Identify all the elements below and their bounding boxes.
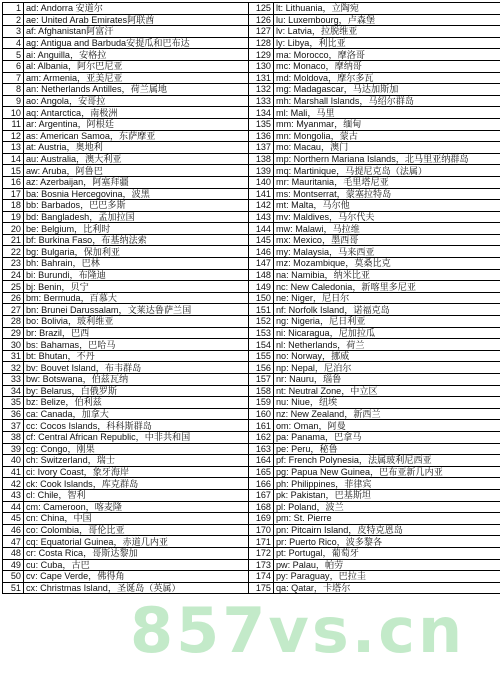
row-number-left: 51 (3, 582, 24, 594)
table-row (3, 304, 500, 316)
country-entry-right: mz: Mozambique，莫桑比克 (274, 258, 500, 270)
table-row (3, 281, 500, 293)
table-row (3, 60, 500, 72)
table-row (3, 420, 500, 432)
row-number-right: 152 (249, 316, 274, 328)
row-number-left: 15 (3, 165, 24, 177)
table-row (3, 339, 500, 351)
row-number-right: 171 (249, 536, 274, 548)
row-number-left: 27 (3, 304, 24, 316)
row-number-right: 166 (249, 478, 274, 490)
row-number-left: 50 (3, 571, 24, 583)
table-row (3, 547, 500, 559)
country-entry-right: na: Namibia，纳米比亚 (274, 269, 500, 281)
country-entry-left: bn: Brunei Darussalam，文莱达鲁萨兰国 (24, 304, 249, 316)
country-entry-left: cc: Cocos Islands，科科斯群岛 (24, 420, 249, 432)
table-row (3, 107, 500, 119)
country-entry-left: bg: Bulgaria，保加利亚 (24, 246, 249, 258)
country-entry-left: al: Albania，阿尔巴尼亚 (24, 60, 249, 72)
row-number-right: 149 (249, 281, 274, 293)
row-number-right: 158 (249, 385, 274, 397)
row-number-right: 134 (249, 107, 274, 119)
country-entry-left: am: Armenia，亚美尼亚 (24, 72, 249, 84)
row-number-right: 154 (249, 339, 274, 351)
table-row (3, 397, 500, 409)
row-number-left: 8 (3, 84, 24, 96)
country-entry-right: ph: Philippines，菲律宾 (274, 478, 500, 490)
row-number-right: 143 (249, 211, 274, 223)
row-number-right: 159 (249, 397, 274, 409)
row-number-left: 30 (3, 339, 24, 351)
country-entry-right: ly: Libya，利比亚 (274, 37, 500, 49)
country-entry-right: nz: New Zealand，新西兰 (274, 408, 500, 420)
row-number-left: 13 (3, 142, 24, 154)
table-row (3, 49, 500, 61)
row-number-right: 164 (249, 455, 274, 467)
country-entry-left: bs: Bahamas，巴哈马 (24, 339, 249, 351)
row-number-right: 172 (249, 547, 274, 559)
country-entry-right: pa: Panama，巴拿马 (274, 431, 500, 443)
row-number-right: 145 (249, 234, 274, 246)
table-body (3, 3, 500, 594)
table-row (3, 176, 500, 188)
row-number-left: 32 (3, 362, 24, 374)
country-entry-right: nu: Niue，纽埃 (274, 397, 500, 409)
row-number-left: 3 (3, 26, 24, 38)
row-number-left: 46 (3, 524, 24, 536)
country-entry-left: co: Colombia，哥伦比亚 (24, 524, 249, 536)
table-row (3, 571, 500, 583)
row-number-left: 5 (3, 49, 24, 61)
row-number-right: 126 (249, 14, 274, 26)
table-row (3, 3, 500, 15)
row-number-right: 147 (249, 258, 274, 270)
country-entry-left: bb: Barbados，巴巴多斯 (24, 200, 249, 212)
table-row (3, 350, 500, 362)
row-number-right: 165 (249, 466, 274, 478)
table-row (3, 466, 500, 478)
country-entry-left: by: Belarus，白俄罗斯 (24, 385, 249, 397)
country-entry-right: mw: Malawi，马拉维 (274, 223, 500, 235)
country-entry-left: as: American Samoa，东萨摩亚 (24, 130, 249, 142)
country-entry-right: qa: Qatar，卡塔尔 (274, 582, 500, 594)
row-number-right: 148 (249, 269, 274, 281)
row-number-right: 173 (249, 559, 274, 571)
row-number-left: 17 (3, 188, 24, 200)
row-number-right: 174 (249, 571, 274, 583)
row-number-left: 45 (3, 513, 24, 525)
row-number-right: 132 (249, 84, 274, 96)
row-number-right: 142 (249, 200, 274, 212)
row-number-right: 156 (249, 362, 274, 374)
country-entry-left: bm: Bermuda，百慕大 (24, 292, 249, 304)
country-entry-right: no: Norway，挪威 (274, 350, 500, 362)
row-number-right: 139 (249, 165, 274, 177)
row-number-left: 42 (3, 478, 24, 490)
table-row (3, 211, 500, 223)
country-entry-right: mh: Marshall Islands，马绍尔群岛 (274, 95, 500, 107)
country-entry-right: om: Oman，阿曼 (274, 420, 500, 432)
row-number-left: 44 (3, 501, 24, 513)
country-entry-left: ba: Bosnia Hercegovina，波黑 (24, 188, 249, 200)
table-row (3, 327, 500, 339)
country-entry-left: cg: Congo，刚果 (24, 443, 249, 455)
country-entry-right: my: Malaysia，马来西亚 (274, 246, 500, 258)
country-entry-left: ca: Canada，加拿大 (24, 408, 249, 420)
country-entry-left: bh: Bahrain，巴林 (24, 258, 249, 270)
country-entry-left: ad: Andorra 安道尔 (24, 3, 249, 15)
row-number-right: 133 (249, 95, 274, 107)
country-entry-right: ni: Nicaragua，尼加拉瓜 (274, 327, 500, 339)
row-number-right: 135 (249, 118, 274, 130)
row-number-right: 137 (249, 142, 274, 154)
country-entry-left: bf: Burkina Faso，布基纳法索 (24, 234, 249, 246)
country-entry-left: cl: Chile，智利 (24, 489, 249, 501)
country-entry-left: cr: Costa Rica，哥斯达黎加 (24, 547, 249, 559)
row-number-left: 16 (3, 176, 24, 188)
row-number-right: 161 (249, 420, 274, 432)
row-number-right: 169 (249, 513, 274, 525)
row-number-left: 2 (3, 14, 24, 26)
country-entry-left: ch: Switzerland，瑞士 (24, 455, 249, 467)
country-entry-left: bi: Burundi，布隆迪 (24, 269, 249, 281)
country-entry-left: aq: Antarctica，南极洲 (24, 107, 249, 119)
row-number-left: 20 (3, 223, 24, 235)
country-entry-left: at: Austria，奥地利 (24, 142, 249, 154)
row-number-left: 26 (3, 292, 24, 304)
country-entry-right: pg: Papua New Guinea，巴布亚新几内亚 (274, 466, 500, 478)
table-row (3, 118, 500, 130)
table-row (3, 153, 500, 165)
country-entry-left: ck: Cook Islands，库克群岛 (24, 478, 249, 490)
row-number-left: 31 (3, 350, 24, 362)
country-entry-right: pf: French Polynesia，法属玻利尼西亚 (274, 455, 500, 467)
row-number-left: 38 (3, 431, 24, 443)
country-entry-left: bw: Botswana，伯兹瓦纳 (24, 374, 249, 386)
country-entry-left: cn: China，中国 (24, 513, 249, 525)
country-entry-left: af: Afghanistan阿富汗 (24, 26, 249, 38)
row-number-right: 130 (249, 60, 274, 72)
row-number-left: 25 (3, 281, 24, 293)
row-number-right: 125 (249, 3, 274, 15)
row-number-right: 162 (249, 431, 274, 443)
country-entry-right: mn: Mongolia，蒙古 (274, 130, 500, 142)
row-number-left: 24 (3, 269, 24, 281)
country-entry-left: cm: Cameroon，喀麦隆 (24, 501, 249, 513)
row-number-left: 11 (3, 118, 24, 130)
row-number-left: 23 (3, 258, 24, 270)
country-entry-left: ag: Antigua and Barbuda安提瓜和巴布达 (24, 37, 249, 49)
row-number-right: 140 (249, 176, 274, 188)
country-entry-right: ml: Mali，马里 (274, 107, 500, 119)
country-entry-right: pt: Portugal，葡萄牙 (274, 547, 500, 559)
country-entry-left: br: Brazil，巴西 (24, 327, 249, 339)
row-number-left: 37 (3, 420, 24, 432)
table-row (3, 234, 500, 246)
table-row (3, 130, 500, 142)
row-number-left: 33 (3, 374, 24, 386)
country-entry-left: be: Belgium，比利时 (24, 223, 249, 235)
country-entry-right: mp: Northern Mariana Islands，北马里亚纳群岛 (274, 153, 500, 165)
table-row (3, 362, 500, 374)
row-number-left: 19 (3, 211, 24, 223)
row-number-right: 129 (249, 49, 274, 61)
country-entry-left: bv: Bouvet Island，布韦群岛 (24, 362, 249, 374)
country-entry-left: bz: Belize，伯利兹 (24, 397, 249, 409)
table-row (3, 385, 500, 397)
table-row (3, 292, 500, 304)
country-entry-left: az: Azerbaijan，阿塞拜疆 (24, 176, 249, 188)
country-entry-right: nl: Netherlands，荷兰 (274, 339, 500, 351)
row-number-left: 10 (3, 107, 24, 119)
row-number-right: 168 (249, 501, 274, 513)
table-row (3, 559, 500, 571)
row-number-left: 36 (3, 408, 24, 420)
country-entry-left: bj: Benin，贝宁 (24, 281, 249, 293)
table-row (3, 582, 500, 594)
row-number-right: 157 (249, 374, 274, 386)
country-entry-right: mm: Myanmar，缅甸 (274, 118, 500, 130)
table-row (3, 513, 500, 525)
country-entry-right: py: Paraguay，巴拉圭 (274, 571, 500, 583)
country-entry-left: cx: Christmas Island，圣诞岛（英属） (24, 582, 249, 594)
row-number-left: 9 (3, 95, 24, 107)
country-entry-left: cf: Central African Republic，中非共和国 (24, 431, 249, 443)
row-number-left: 43 (3, 489, 24, 501)
table-row (3, 478, 500, 490)
table-row (3, 84, 500, 96)
table-row (3, 443, 500, 455)
row-number-left: 18 (3, 200, 24, 212)
row-number-right: 128 (249, 37, 274, 49)
row-number-right: 146 (249, 246, 274, 258)
table-row (3, 536, 500, 548)
country-entry-right: mo: Macau，澳门 (274, 142, 500, 154)
table-row (3, 501, 500, 513)
table-row (3, 431, 500, 443)
row-number-right: 138 (249, 153, 274, 165)
row-number-right: 167 (249, 489, 274, 501)
country-entry-right: mv: Maldives，马尔代夫 (274, 211, 500, 223)
row-number-right: 141 (249, 188, 274, 200)
table-row (3, 95, 500, 107)
table-row (3, 408, 500, 420)
country-entry-right: ne: Niger，尼日尔 (274, 292, 500, 304)
row-number-left: 28 (3, 316, 24, 328)
row-number-left: 29 (3, 327, 24, 339)
country-entry-left: bo: Bolivia，玻利维亚 (24, 316, 249, 328)
table-row (3, 489, 500, 501)
table-row (3, 37, 500, 49)
row-number-left: 22 (3, 246, 24, 258)
row-number-left: 39 (3, 443, 24, 455)
row-number-left: 35 (3, 397, 24, 409)
country-entry-left: cu: Cuba，古巴 (24, 559, 249, 571)
country-entry-left: ao: Angola，安哥拉 (24, 95, 249, 107)
country-entry-left: ae: United Arab Emirates阿联酋 (24, 14, 249, 26)
country-entry-right: nt: Neutral Zone，中立区 (274, 385, 500, 397)
row-number-right: 151 (249, 304, 274, 316)
country-entry-left: cq: Equatorial Guinea，赤道几内亚 (24, 536, 249, 548)
country-entry-right: ma: Morocco，摩洛哥 (274, 49, 500, 61)
table-row (3, 223, 500, 235)
row-number-left: 40 (3, 455, 24, 467)
row-number-left: 47 (3, 536, 24, 548)
row-number-right: 136 (249, 130, 274, 142)
table-row (3, 165, 500, 177)
row-number-left: 6 (3, 60, 24, 72)
row-number-left: 49 (3, 559, 24, 571)
table-row (3, 316, 500, 328)
country-entry-right: mr: Mauritania，毛里塔尼亚 (274, 176, 500, 188)
country-entry-right: pn: Pitcairn Island，皮特克恩岛 (274, 524, 500, 536)
country-entry-right: pw: Palau，帕劳 (274, 559, 500, 571)
row-number-left: 7 (3, 72, 24, 84)
country-entry-right: pl: Poland，波兰 (274, 501, 500, 513)
country-entry-left: bd: Bangladesh，孟加拉国 (24, 211, 249, 223)
country-entry-right: mg: Madagascar，马达加斯加 (274, 84, 500, 96)
table-row (3, 455, 500, 467)
country-entry-right: md: Moldova，摩尔多瓦 (274, 72, 500, 84)
row-number-left: 1 (3, 3, 24, 15)
row-number-right: 131 (249, 72, 274, 84)
country-entry-right: nf: Norfolk Island，诺福克岛 (274, 304, 500, 316)
row-number-left: 4 (3, 37, 24, 49)
country-entry-left: cv: Cape Verde，佛得角 (24, 571, 249, 583)
country-entry-right: mq: Martinique，马提尼克岛（法属） (274, 165, 500, 177)
table-row (3, 269, 500, 281)
row-number-right: 170 (249, 524, 274, 536)
country-code-table (2, 2, 498, 682)
country-entry-right: pm: St. Pierre (274, 513, 500, 525)
row-number-right: 144 (249, 223, 274, 235)
table-row (3, 374, 500, 386)
table-row (3, 142, 500, 154)
row-number-left: 21 (3, 234, 24, 246)
country-entry-right: nc: New Caledonia，新喀里多尼亚 (274, 281, 500, 293)
country-entry-left: bt: Bhutan，不丹 (24, 350, 249, 362)
country-entry-right: nr: Nauru，瑙鲁 (274, 374, 500, 386)
table-row (3, 524, 500, 536)
country-entry-right: pk: Pakistan，巴基斯坦 (274, 489, 500, 501)
table-row (3, 26, 500, 38)
row-number-right: 163 (249, 443, 274, 455)
row-number-left: 12 (3, 130, 24, 142)
row-number-right: 153 (249, 327, 274, 339)
row-number-left: 48 (3, 547, 24, 559)
row-number-right: 175 (249, 582, 274, 594)
country-entry-left: ai: Anguilla，安格拉 (24, 49, 249, 61)
country-entry-right: mt: Malta，马尔他 (274, 200, 500, 212)
row-number-left: 41 (3, 466, 24, 478)
country-entry-right: pe: Peru，秘鲁 (274, 443, 500, 455)
country-entry-left: ci: Ivory Coast，象牙海岸 (24, 466, 249, 478)
table-row (3, 246, 500, 258)
country-entry-right: np: Nepal，尼泊尔 (274, 362, 500, 374)
country-entry-right: ng: Nigeria，尼日利亚 (274, 316, 500, 328)
table-row (3, 72, 500, 84)
table-row (3, 200, 500, 212)
table-row (3, 188, 500, 200)
country-entry-right: lu: Luxembourg，卢森堡 (274, 14, 500, 26)
country-entry-left: au: Australia，澳大利亚 (24, 153, 249, 165)
country-table (2, 2, 500, 594)
row-number-right: 160 (249, 408, 274, 420)
watermark: 857vs.cn (130, 594, 466, 667)
country-entry-right: pr: Puerto Rico，波多黎各 (274, 536, 500, 548)
country-entry-right: mx: Mexico，墨西哥 (274, 234, 500, 246)
country-entry-right: lt: Lithuania，立陶宛 (274, 3, 500, 15)
row-number-left: 34 (3, 385, 24, 397)
country-entry-left: an: Netherlands Antilles，荷兰属地 (24, 84, 249, 96)
country-entry-right: lv: Latvia，拉脱维亚 (274, 26, 500, 38)
country-entry-right: mc: Monaco，摩纳哥 (274, 60, 500, 72)
country-entry-right: ms: Montserrat，蒙塞拉特岛 (274, 188, 500, 200)
table-row (3, 14, 500, 26)
row-number-right: 150 (249, 292, 274, 304)
row-number-right: 127 (249, 26, 274, 38)
country-entry-left: aw: Aruba，阿鲁巴 (24, 165, 249, 177)
row-number-left: 14 (3, 153, 24, 165)
row-number-right: 155 (249, 350, 274, 362)
country-entry-left: ar: Argentina，阿根廷 (24, 118, 249, 130)
table-row (3, 258, 500, 270)
